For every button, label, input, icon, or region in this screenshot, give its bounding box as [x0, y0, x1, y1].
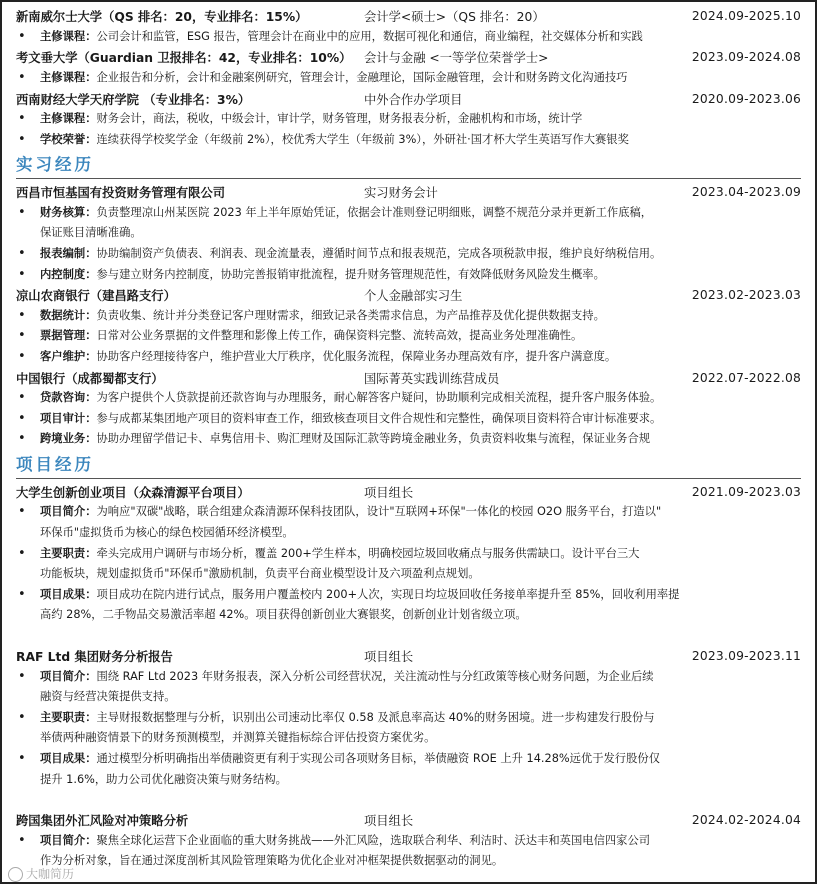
internship-section-title: 实习经历 [16, 150, 801, 179]
bullet-item [16, 831, 801, 872]
bullet-content [40, 388, 801, 409]
bullet-label: 项目成果： [40, 752, 97, 765]
bullet-item [16, 409, 801, 430]
bullet-item [16, 130, 801, 151]
bullet-dot-icon: • [18, 390, 26, 406]
entry-role: 项目组长 [364, 814, 414, 829]
watermark [8, 865, 74, 882]
bullet-text: 财务会计，商法，税收，中级会计，审计学，财务管理，财务报表分析，金融机构和市场，统计学 [96, 111, 583, 125]
bullet-dot-icon: • [18, 307, 26, 323]
bullet-label: 跨境业务： [40, 432, 97, 446]
bullet-label: 票据管理： [40, 329, 97, 343]
bullet-text: 通过模型分析明确指出举债融资更有利于实现公司各项财务目标，举债融资 ROE 上升 14.28%远优于发行股份仅 提升 1.6%，助力公司优化融资决策与财务结构。 [40, 752, 660, 786]
bullet-item [16, 749, 801, 790]
bullet-label: 报表编制： [40, 246, 97, 260]
bullet-text: 负责整理凉山州某医院 2023 年上半年原始凭证，依据会计准则登记明细账，调整不规范分录并更新工作底稿， 保证账目清晰准确。 [40, 205, 653, 240]
bullet-text: 项目成功在院内进行试点，服务用户覆盖校内 200+人次，实现日均垃圾回收任务接单率提升至 85%，回收利用率提 高约 28%，二手物品交易激活率超 42%。项目获得创新创业大赛银奖，创新创业计划省级立项。 [40, 587, 680, 622]
bullet-label: 项目审计： [40, 411, 97, 425]
entry-role: 中外合作办学项目 [364, 92, 463, 107]
bullet-label: 项目简介： [40, 833, 97, 847]
entry-header [16, 646, 801, 667]
bullet-content [40, 409, 801, 430]
entry-role: 会计与金融 <一等学位荣誉学士> [364, 51, 549, 66]
entry-organization: 西南财经大学天府学院 （专业排名：3%） [16, 92, 251, 107]
bullet-dot-icon: • [18, 832, 26, 848]
bullet-label: 主要职责： [40, 546, 97, 560]
bullet-content [40, 68, 801, 89]
bullet-content [40, 708, 801, 749]
bullet-label: 数据统计： [40, 308, 97, 322]
entry-spacer [16, 626, 801, 646]
entry-header [16, 47, 801, 68]
bullet-item [16, 265, 801, 286]
bullet-dot-icon: • [18, 69, 26, 85]
entry-organization: 跨国集团外汇风险对冲策略分析 [16, 814, 189, 829]
bullet-item [16, 203, 801, 244]
bullet-item [16, 326, 801, 347]
bullet-dot-icon: • [18, 266, 26, 282]
bullet-dot-icon: • [18, 328, 26, 344]
entry-role: 个人金融部实习生 [364, 289, 463, 304]
entry-date: 2024.09-2025.10 [691, 9, 801, 24]
bullet-content [40, 347, 801, 368]
entry-header [16, 810, 801, 831]
bullet-text: 聚焦全球化运营下企业面临的重大财务挑战——外汇风险，选取联合利华、利洁时、沃达丰和英国电信四家公司 作为分析对象，旨在通过深度剖析其风险管理策略为优化企业对冲框架提供数据驱动的洞见。 [40, 833, 651, 868]
entry-header [16, 88, 801, 109]
bullet-item [16, 667, 801, 708]
bullet-dot-icon: • [18, 348, 26, 364]
entry-organization: RAF Ltd 集团财务分析报告 [16, 650, 173, 665]
entry-date: 2024.02-2024.04 [691, 813, 801, 828]
bullet-item [16, 27, 801, 48]
bullet-dot-icon: • [18, 410, 26, 426]
entry-organization: 中国银行（成都蜀都支行） [16, 371, 164, 386]
bullet-content [40, 429, 801, 450]
entry-role: 实习财务会计 [364, 186, 438, 201]
bullet-content [40, 502, 801, 543]
bullet-text: 公司会计和监管，ESG 报告，管理会计在商业中的应用，数据可视化和通信，商业编程，社交媒体分析和实践 [96, 29, 643, 43]
bullet-text: 协助办理留学借记卡、卓隽信用卡、购汇理财及国际汇款等跨境金融业务，负责资料收集与流程，保证业务合规 [96, 432, 651, 446]
project-section [16, 482, 801, 872]
bullet-text: 协助客户经理接待客户，维护营业大厅秩序，优化服务流程，保障业务办理高效有序，提升客户满意度。 [96, 349, 617, 363]
entry-date: 2023.02-2023.03 [691, 288, 801, 303]
bullet-text: 主导财报数据整理与分析，识别出公司速动比率仅 0.58 及派息率高达 40%的财务困境。进一步构建发行股份与 举债两种融资情景下的财务预测模型，并测算关键指标综合评估投资方案优劣。 [40, 710, 655, 745]
bullet-dot-icon: • [18, 668, 26, 684]
entry-organization: 凉山农商银行（建昌路支行） [16, 289, 176, 304]
bullet-content [40, 667, 801, 708]
bullet-content [40, 244, 801, 265]
bullet-content [40, 585, 801, 626]
entry-organization: 大学生创新创业项目（众森清源平台项目） [16, 486, 250, 501]
entry-date: 2020.09-2023.06 [691, 91, 801, 106]
bullet-label: 财务核算： [40, 205, 97, 219]
bullet-dot-icon: • [18, 204, 26, 220]
bullet-item [16, 388, 801, 409]
watermark-logo-icon [8, 867, 23, 882]
entry-organization: 西昌市恒基国有投资财务管理有限公司 [16, 186, 226, 201]
watermark-text: 大咖简历 [26, 867, 75, 881]
bullet-dot-icon: • [18, 131, 26, 147]
bullet-text: 负责收集、统计并分类登记客户理财需求，细致记录各类需求信息，为产品推荐及优化提供数据支持。 [96, 308, 605, 322]
bullet-label: 项目简介： [40, 669, 97, 683]
bullet-content [40, 544, 801, 585]
entry-organization: 考文垂大学（Guardian 卫报排名：42，专业排名：10%） [16, 51, 352, 66]
internship-section [16, 182, 801, 450]
bullet-dot-icon: • [18, 586, 26, 602]
entry-organization: 新南威尔士大学（QS 排名：20，专业排名：15%） [16, 10, 308, 25]
bullet-item [16, 708, 801, 749]
project-section-title: 项目经历 [16, 450, 801, 479]
bullet-label: 主修课程： [40, 29, 97, 43]
bullet-content [40, 27, 801, 48]
bullet-text: 参与建立财务内控制度，协助完善报销审批流程，提升财务管理规范性，有效降低财务风险发生概率。 [96, 267, 605, 281]
entry-header [16, 182, 801, 203]
education-section [16, 6, 801, 150]
bullet-content [40, 265, 801, 286]
bullet-dot-icon: • [18, 110, 26, 126]
bullet-text: 为响应"双碳"战略，联合组建众森清源环保科技团队，设计"互联网+环保"一体化的校园 O2O 服务平台，打造以" 环保币"虚拟货币为核心的绿色校园循环经济模型。 [40, 505, 662, 540]
bullet-label: 客户维护： [40, 349, 97, 363]
entry-date: 2023.09-2024.08 [691, 50, 801, 65]
bullet-item [16, 544, 801, 585]
bullet-text: 连续获得学校奖学金（年级前 2%），校优秀大学生（年级前 3%），外研社·国才杯大学生英语写作大赛银奖 [96, 132, 629, 146]
bullet-label: 内控制度： [40, 267, 97, 281]
entry-role: 会计学<硕士>（QS 排名：20） [364, 10, 545, 25]
bullet-content [40, 749, 801, 790]
bullet-text: 为客户提供个人贷款提前还款咨询与办理服务，耐心解答客户疑问，协助顺利完成相关流程，提升客户服务体验。 [96, 391, 662, 405]
bullet-content [40, 326, 801, 347]
entry-date: 2023.09-2023.11 [691, 649, 801, 664]
entry-header [16, 368, 801, 389]
bullet-item [16, 502, 801, 543]
entry-header [16, 6, 801, 27]
bullet-label: 项目成果： [40, 587, 97, 601]
bullet-label: 主修课程： [40, 70, 97, 84]
entry-date: 2022.07-2022.08 [691, 370, 801, 385]
bullet-dot-icon: • [18, 709, 26, 725]
bullet-dot-icon: • [18, 504, 26, 520]
bullet-label: 贷款咨询： [40, 391, 97, 405]
bullet-item [16, 306, 801, 327]
bullet-text: 协助编制资产负债表、利润表、现金流量表，遵循时间节点和报表规范，完成各项税款申报，维护良好纳税信用。 [96, 246, 662, 260]
entry-header [16, 285, 801, 306]
entry-date: 2021.09-2023.03 [691, 485, 801, 500]
entry-date: 2023.04-2023.09 [691, 185, 801, 200]
entry-role: 项目组长 [364, 650, 414, 665]
bullet-item [16, 109, 801, 130]
entry-role: 国际菁英实践训练营成员 [364, 371, 500, 386]
bullet-content [40, 203, 801, 244]
bullet-text: 企业报告和分析，会计和金融案例研究，管理会计，金融理论，国际金融管理，会计和财务跨文化沟通技巧 [96, 70, 628, 84]
bullet-item [16, 347, 801, 368]
bullet-dot-icon: • [18, 751, 26, 766]
bullet-content [40, 109, 801, 130]
bullet-dot-icon: • [18, 545, 26, 561]
bullet-text: 围绕 RAF Ltd 2023 年财务报表，深入分析公司经营状况，关注流动性与分红政策等核心财务问题，为企业后续 融资与经营决策提供支持。 [40, 669, 654, 704]
bullet-text: 参与成都某集团地产项目的资料审查工作，细致核查项目文件合规性和完整性，确保项目资料符合审计标准要求。 [96, 411, 662, 425]
bullet-label: 主要职责： [40, 710, 97, 724]
entry-spacer [16, 790, 801, 810]
bullet-item [16, 244, 801, 265]
bullet-item [16, 68, 801, 89]
entry-role: 项目组长 [364, 486, 414, 501]
bullet-label: 学校荣誉： [40, 132, 97, 146]
bullet-dot-icon: • [18, 431, 26, 447]
bullet-label: 主修课程： [40, 111, 97, 125]
bullet-item [16, 585, 801, 626]
entry-header [16, 482, 801, 503]
bullet-label: 项目简介： [40, 505, 97, 519]
bullet-content [40, 831, 801, 872]
bullet-text: 日常对公业务票据的文件整理和影像上传工作，确保资料完整、流转高效，提高业务处理准确性。 [96, 329, 583, 343]
bullet-content [40, 130, 801, 151]
bullet-dot-icon: • [18, 28, 26, 44]
bullet-text: 牵头完成用户调研与市场分析，覆盖 200+学生样本，明确校园垃圾回收痛点与服务供需缺口。设计平台三大 功能板块，规划虚拟货币"环保币"激励机制，负责平台商业模型设计及六项盈利点规划。 [40, 546, 640, 581]
bullet-content [40, 306, 801, 327]
bullet-dot-icon: • [18, 245, 26, 261]
bullet-item [16, 429, 801, 450]
